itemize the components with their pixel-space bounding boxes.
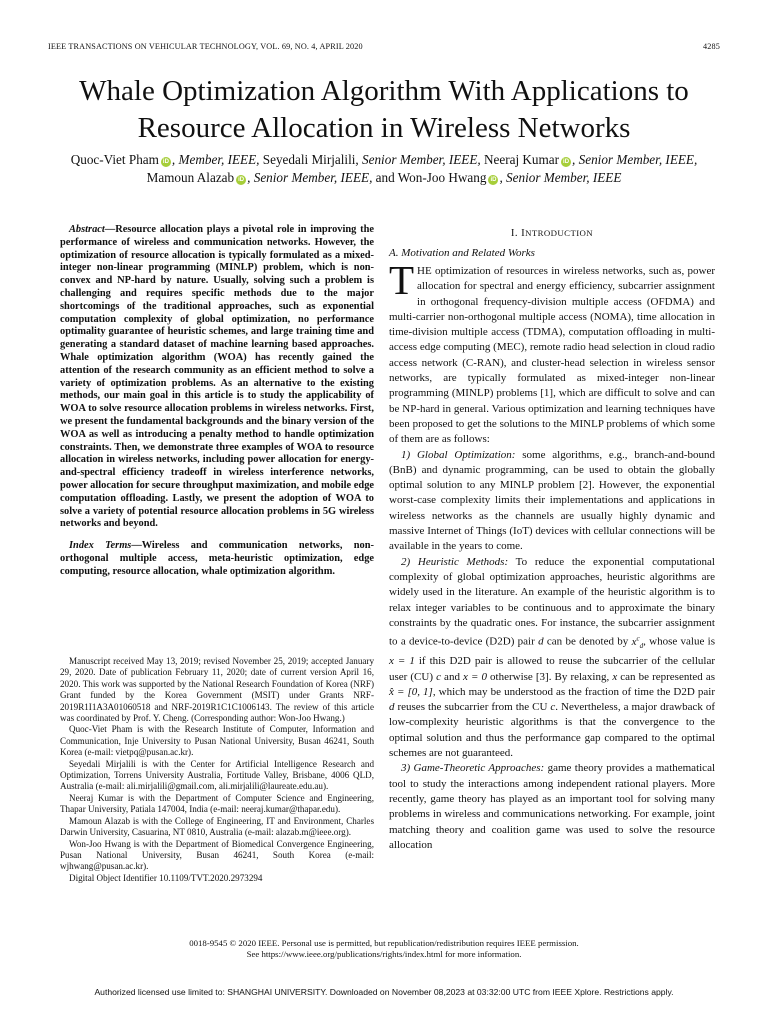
paragraph [389, 555, 715, 762]
copyright-notice [40, 938, 728, 960]
paragraph [389, 448, 715, 555]
abstract-text: —Resource allocation plays a pivotal role in improving the performance of wireless and communication networks. However, the optimization of resource allocation is typically formulated as a mixed-integer non-linear programming (MINLP) problem, which is non-convex and NP-hard by nature. Usually, solving such a problem is challenging and requires specific methods due to the major shortcomings of the traditional approaches, such as exponential computation complexity of global optimization, no performance optimality guarantee of heuristic schemes, and large training time and generating a standard dataset of machine learning based approaches. Whale optimization algorithm (WOA) has recently gained the attention of the research community as an efficient method to solve a variety of optimization problems. As an alternative to the existing methods, our main goal in this article is to study the applicability of WOA to solve resource allocation problems in wireless networks. First, we present the fundamental backgrounds and the binary version of the WOA as well as introducing a penalty method to handle optimization constraints. Then, we demonstrate three examples of WOA to resource allocation in wireless networks, including power allocation for energy-and-spectral efficiency tradeoff in wireless interference networks, power allocation for secure throughput maximization, and mobile edge computation offloading. Lastly, we present the adoption of WOA to solve a variety of potential resource allocation problems in 5G wireless networks and beyond. [60, 224, 374, 530]
author-membership: Senior Member, IEEE, [358, 152, 481, 167]
paragraph-label: 3) Game-Theoretic Approaches: [401, 762, 545, 775]
math-symbol: c [550, 701, 556, 714]
paragraph-text: if this D2D pair is allowed to reuse the subcarrier of the cellular user (CU) [389, 655, 715, 683]
author-list [40, 151, 728, 187]
abstract-label: Abstract [69, 224, 105, 235]
paragraph-text: , whose value is [643, 635, 716, 648]
author-membership: , Senior Member, IEEE, [572, 152, 698, 167]
section-heading [389, 226, 715, 240]
running-head [48, 42, 720, 54]
math-symbol: d [538, 635, 544, 648]
abstract [60, 224, 374, 531]
index-terms [60, 540, 374, 578]
paragraph-text: can be represented as [617, 670, 715, 683]
lead-caps: HE [417, 265, 432, 277]
doi[interactable]: Digital Object Identifier 10.1109/TVT.2020.2973294 [69, 872, 263, 883]
paragraph-text: optimization of resources in wireless networks, such as, power allocation for spectral and energy efficiency, subcarrier assignment in orthogonal frequency-division multiple access (OFDMA) and multi-carrier non-orthogonal multiple access (NOMA), time allocation in time-division multiple access (TDMA), computation offloading in multi-access edge computing (MEC), remote radio head selection in cloud radio access network (C-RAN), and cluster-head selection in wireless sensor networks, are typically formulated as mixed-integer non-linear programming (MINLP) problems [1], which are difficult to solve and can be NP-hard in general. Various optimization and learning techniques have been proposed to get the solutions to the MINLP problems of which some of them are as follows: [389, 265, 715, 446]
paragraph-text: , which may be understood as the fraction of time the D2D pair [432, 685, 715, 698]
paragraph-text: To reduce the exponential computational complexity of global optimization approaches, heuristic algorithms are widely used in the literature. An example of the heuristic algorithm is to relax integer variables to be continuous and to approximate the binary constraints by the quadratic ones. For instance, the subcarrier assignment to a device-to-device (D2D) pair [389, 555, 715, 648]
footnote: Neeraj Kumar is with the Department of Computer Science and Engineering, Thapar University, Patiala 147004, India (e-mail: neeraj.kumar@thapar.edu). [60, 792, 374, 815]
paragraph-text: otherwise [3]. By relaxing, [486, 670, 613, 683]
paragraph-text: can be denoted by [543, 635, 632, 648]
left-column [60, 224, 374, 579]
author-name: and Won-Joo Hwang [372, 170, 487, 185]
paragraph-text: . Nevertheless, a major drawback of low-complexity heuristic algorithms is that the convergence to the optimal solution and thus the performance gap compared to the optimal schemes are not guaranteed. [389, 701, 715, 760]
author-membership: , Senior Member, IEEE [499, 170, 622, 185]
orcid-icon[interactable]: iD [162, 159, 169, 165]
author-membership: , Member, IEEE, [171, 152, 260, 167]
math-symbol: d [389, 701, 395, 714]
paragraph-text: game theory provides a mathematical tool to study the interactions among independent rational players. More recently, game theory has played as an important tool for solving many problems in wireless and communications networking. For example, joint matching theory and coalition game was used to solve the resource allocation [389, 762, 716, 851]
body-text [389, 257, 716, 853]
paragraph-text: reuses the subcarrier from the CU [394, 701, 551, 714]
math-equation: x = 1 [389, 655, 415, 668]
paragraph-text: some algorithms, e.g., branch-and-bound (BnB) and dynamic programming, can be used to obtain the globally optimal solution to any MINLP problem [2]. However, the exponential worst-case complexity limits their implementations and applications in wireless networks as the channels are usually highly dynamic and massive Internet of Things (IoT) devices with cellular connections will be available in the years to come. [389, 448, 715, 553]
right-column [389, 224, 715, 853]
copyright-line: 0018-9545 © 2020 IEEE. Personal use is permitted, but republication/redistribution requires IEEE permission. [189, 938, 579, 948]
journal-name: IEEE TRANSACTIONS ON VEHICULAR TECHNOLOGY, VOL. 69, NO. 4, APRIL 2020 [48, 42, 363, 51]
author-membership: , Senior Member, IEEE, [247, 170, 373, 185]
footnotes [60, 656, 374, 884]
math-var: x [631, 635, 637, 648]
author-name: Seyedali Mirjalili, [259, 152, 359, 167]
author-name: Neeraj Kumar [480, 152, 560, 167]
author-name: Mamoun Alazab [146, 170, 235, 185]
paragraph-label: 2) Heuristic Methods: [401, 555, 509, 568]
footnote: Won-Joo Hwang is with the Department of Biomedical Convergence Engineering, Pusan National University, Busan 46241, South Korea (e-mail: wjhwang@pusan.ac.kr). [60, 838, 374, 872]
paper-title [40, 73, 728, 147]
license-notice: Authorized licensed use limited to: SHANGHAI UNIVERSITY. Downloaded on November 08,2023 at 03:32:00 UTC from IEEE Xplore. Restrictions apply. [94, 987, 674, 997]
math-equation: x = 0 [463, 670, 487, 683]
paragraph [389, 257, 715, 448]
footnote: Quoc-Viet Pham is with the Research Institute of Computer, Information and Communication, Inje University to Pusan National University, Busan 46241, South Korea (e-mail: vietpq@pusan.ac.kr). [60, 724, 374, 758]
index-terms-label: Index Terms [69, 540, 132, 552]
title-line-2: Resource Allocation in Wireless Networks [137, 112, 631, 144]
section-number: I. I [510, 227, 526, 239]
author-name: Quoc-Viet Pham [70, 152, 159, 167]
footnote: Mamoun Alazab is with the College of Engineering, IT and Environment, Charles Darwin University, Casuarina, NT 0810, Australia (e-mail: alazab.m@ieee.org). [60, 815, 374, 838]
rights-link[interactable]: See https://www.ieee.org/publications/rights/index.html for more information. [246, 949, 522, 959]
math-symbol: $x^c_d$ [631, 634, 644, 650]
footnote: Seyedali Mirjalili is with the Center for Artificial Intelligence Research and Optimization, Torrens University Australia, Fortitude Valley, Brisbane, 4006 QLD, Australia (e-mail: ali.mirjalili@gmail.com, ali.mirjalili@laureate.edu.au). [60, 758, 374, 792]
footnote: Manuscript received May 13, 2019; revised November 25, 2019; accepted January 29, 2020. Date of publication February 11, 2020; date of current version April 16, 2020. This work was supported by the National Research Foundation of Korea (NRF) Grant funded by the Korea Government (MSIT) under Grants NRF-2019R1I1A3A01060518 and NRF-2019R1C1C1006143. The review of this article was coordinated by Prof. Y. Cheng. (Corresponding author: Won-Joo Hwang.) [60, 656, 374, 724]
math-symbol: c [436, 670, 441, 683]
orcid-icon[interactable]: iD [490, 177, 497, 183]
page-number: 4285 [703, 42, 720, 51]
paragraph-label: 1) Global Optimization: [401, 448, 516, 461]
paragraph [389, 761, 715, 853]
orcid-icon[interactable]: iD [238, 177, 245, 183]
math-symbol: x [612, 670, 618, 683]
subsection-heading: A. Motivation and Related Works [389, 247, 535, 259]
index-terms-text: —Wireless and communication networks, non-orthogonal multiple access, meta-heuristic optimization, edge computing, resource allocation, whale optimization algorithm. [60, 540, 374, 577]
title-line-1: Whale Optimization Algorithm With Applications to [79, 75, 689, 107]
math-equation: x̂ = [0, 1] [389, 685, 433, 698]
drop-cap: T [389, 257, 415, 303]
paragraph-text: and [440, 670, 464, 683]
orcid-icon[interactable]: iD [563, 159, 570, 165]
section-title: NTRODUCTION [525, 228, 594, 238]
